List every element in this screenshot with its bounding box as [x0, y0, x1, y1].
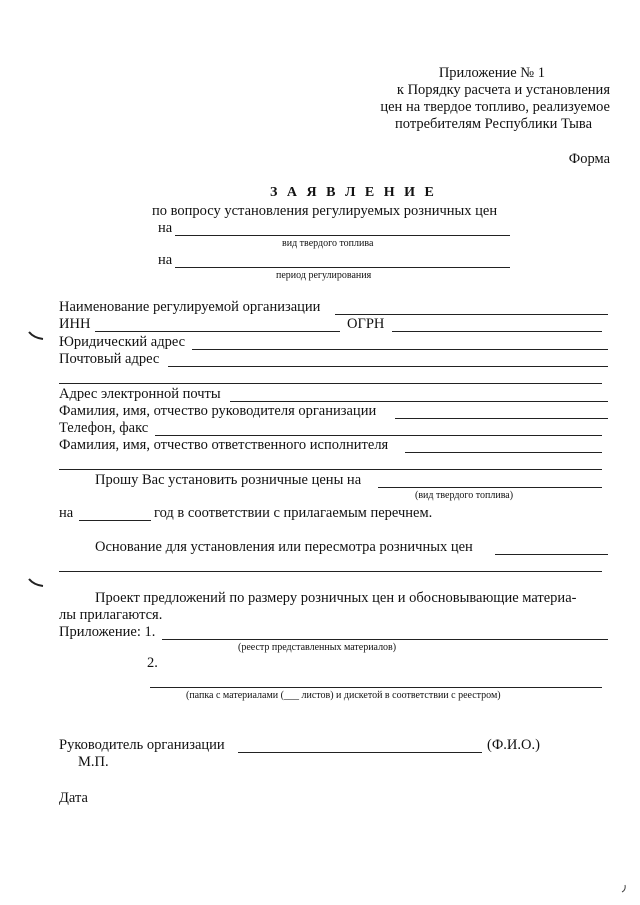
basis-label: Основание для установления или пересмотра розничных цен: [95, 539, 473, 555]
date-label: Дата: [59, 790, 88, 806]
year-text: год в соответствии с прилагаемым перечнем.: [154, 505, 433, 521]
document-title: З А Я В Л Е Н И Е: [270, 185, 437, 200]
fuel-type-line[interactable]: [175, 235, 510, 236]
corner-mark: [620, 884, 628, 894]
fio-label: (Ф.И.О.): [487, 737, 540, 753]
head-signature-label: Руководитель организации: [59, 737, 225, 753]
margin-tick-mark: [28, 577, 44, 589]
executor-name-line-2[interactable]: [59, 469, 602, 470]
year-na-label: на: [59, 505, 74, 521]
signature-line[interactable]: [238, 752, 482, 753]
postal-address-label: Почтовый адрес: [59, 351, 160, 367]
org-name-label: Наименование регулируемой организации: [59, 299, 321, 315]
head-name-line[interactable]: [395, 418, 608, 419]
inn-label: ИНН: [59, 316, 91, 332]
request-fuel-line[interactable]: [378, 487, 602, 488]
appendix-ref-line: потребителям Республики Тыва: [395, 116, 592, 132]
basis-line-2[interactable]: [59, 571, 602, 572]
margin-tick-mark: [28, 330, 44, 342]
appendix-item-2: 2.: [147, 655, 158, 671]
appendix-2-line[interactable]: [150, 687, 602, 688]
phone-fax-label: Телефон, факс: [59, 420, 149, 436]
period-hint: период регулирования: [276, 270, 372, 281]
legal-address-line[interactable]: [192, 349, 608, 350]
email-label: Адрес электронной почты: [59, 386, 221, 402]
request-text: Прошу Вас установить розничные цены на: [95, 472, 362, 488]
executor-name-line[interactable]: [405, 452, 602, 453]
postal-address-line[interactable]: [168, 366, 608, 367]
stamp-label: М.П.: [78, 754, 109, 770]
year-line[interactable]: [79, 520, 151, 521]
document-subtitle: по вопросу установления регулируемых розничных цен: [152, 203, 498, 219]
executor-name-label: Фамилия, имя, отчество ответственного исполнителя: [59, 437, 389, 453]
org-name-line[interactable]: [335, 314, 608, 315]
email-line[interactable]: [230, 401, 608, 402]
registry-hint: (реестр представленных материалов): [238, 642, 397, 653]
project-text: лы прилагаются.: [59, 607, 163, 623]
appendix-1-line[interactable]: [162, 639, 608, 640]
basis-line[interactable]: [495, 554, 608, 555]
appendix-ref-line: к Порядку расчета и установления: [396, 82, 610, 98]
appendix-number: Приложение № 1: [438, 65, 545, 81]
inn-line[interactable]: [95, 331, 340, 332]
fuel-type-hint: вид твердого топлива: [282, 238, 374, 249]
phone-fax-line[interactable]: [155, 435, 602, 436]
na-label: на: [158, 220, 173, 236]
appendix-label: Приложение: 1.: [59, 624, 156, 640]
ogrn-label: ОГРН: [347, 316, 385, 332]
request-fuel-hint: (вид твердого топлива): [415, 490, 514, 501]
project-text: Проект предложений по размеру розничных цен и обосновывающие материа-: [95, 590, 577, 606]
appendix-ref-line: цен на твердое топливо, реализуемое: [380, 99, 610, 115]
folder-hint: (папка с материалами (___ листов) и дискетой в соответствии с реестром): [186, 690, 501, 701]
form-label: Форма: [568, 151, 610, 167]
head-name-label: Фамилия, имя, отчество руководителя организации: [59, 403, 377, 419]
legal-address-label: Юридический адрес: [59, 334, 186, 350]
period-line[interactable]: [175, 267, 510, 268]
postal-address-line-2[interactable]: [59, 383, 602, 384]
ogrn-line[interactable]: [392, 331, 602, 332]
na-label: на: [158, 252, 173, 268]
